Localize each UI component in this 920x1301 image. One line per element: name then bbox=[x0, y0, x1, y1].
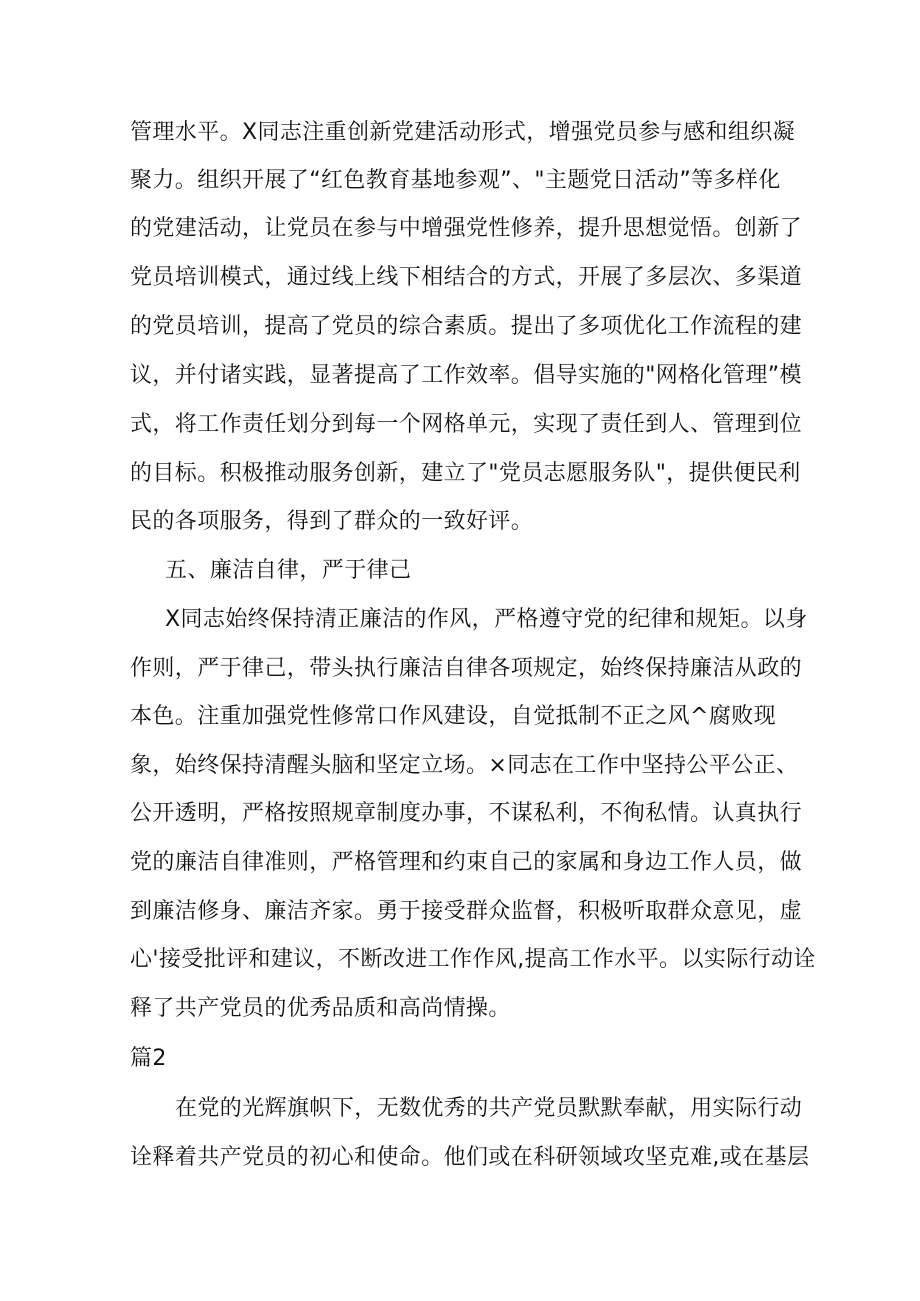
paragraph-line: 管理水平。X同志注重创新党建活动形式，增强党员参与感和组织凝 bbox=[130, 120, 796, 145]
paragraph-line: 诠释着共产党员的初心和使命。他们或在科研领域攻坚克难,或在基层 bbox=[130, 1145, 810, 1170]
paragraph-line: 心'接受批评和建议，不断改进工作作风,提高工作水平。以实际行动诠 bbox=[130, 947, 816, 972]
paragraph-line: 作则，严于律己，带头执行廉洁自律各项规定，始终保持廉洁从政的 bbox=[130, 656, 803, 681]
paragraph-line: 聚力。组织开展了“红色教育基地参观”、"主题党日活动”等多样化 bbox=[130, 168, 781, 193]
chapter-heading: 篇2 bbox=[130, 1046, 167, 1071]
paragraph-line: 释了共产党员的优秀品质和高尚情操。 bbox=[130, 996, 511, 1021]
paragraph-line: 议，并付诸实践，显著提高了工作效率。倡导实施的"网格化管理”模 bbox=[130, 363, 802, 388]
paragraph-line: X同志始终保持清正廉洁的作风，严格遵守党的纪律和规矩。以身 bbox=[165, 607, 808, 632]
paragraph-line: 的党员培训，提高了党员的综合素质。提出了多项优化工作流程的建 bbox=[130, 314, 803, 339]
paragraph-line: 的党建活动，让党员在参与中增强党性修养，提升思想觉悟。创新了 bbox=[130, 216, 803, 241]
paragraph-line: 式，将工作责任划分到每一个网格单元，实现了责任到人、管理到位 bbox=[130, 412, 803, 437]
paragraph-line: 党员培训模式，通过线上线下相结合的方式，开展了多层次、多渠道 bbox=[130, 265, 803, 290]
paragraph-line: 民的各项服务，得到了群众的一致好评。 bbox=[130, 509, 534, 534]
paragraph-line: 象，始终保持清醒头脑和坚定立场。×同志在工作中坚持公平公正、 bbox=[130, 753, 799, 778]
paragraph-line: 到廉洁修身、廉洁齐家。勇于接受群众监督，积极听取群众意见，虚 bbox=[130, 899, 803, 924]
paragraph-line: 的目标。积极推动服务创新，建立了"党员志愿服务队"，提供便民利 bbox=[130, 461, 801, 486]
paragraph-line: 公开透明，严格按照规章制度办事，不谋私利，不徇私情。认真执行 bbox=[130, 801, 803, 826]
paragraph-line: 党的廉洁自律准则，严格管理和约束自己的家属和身边工作人员，做 bbox=[130, 850, 803, 875]
paragraph-line: 在党的光辉旗帜下，无数优秀的共产党员默默奉献，用实际行动 bbox=[175, 1096, 803, 1121]
section-heading: 五、廉洁自律，严于律己 bbox=[165, 558, 412, 583]
paragraph-line: 本色。注重加强党性修常口作风建设，自觉抵制不正之风^腐败现 bbox=[130, 704, 777, 729]
